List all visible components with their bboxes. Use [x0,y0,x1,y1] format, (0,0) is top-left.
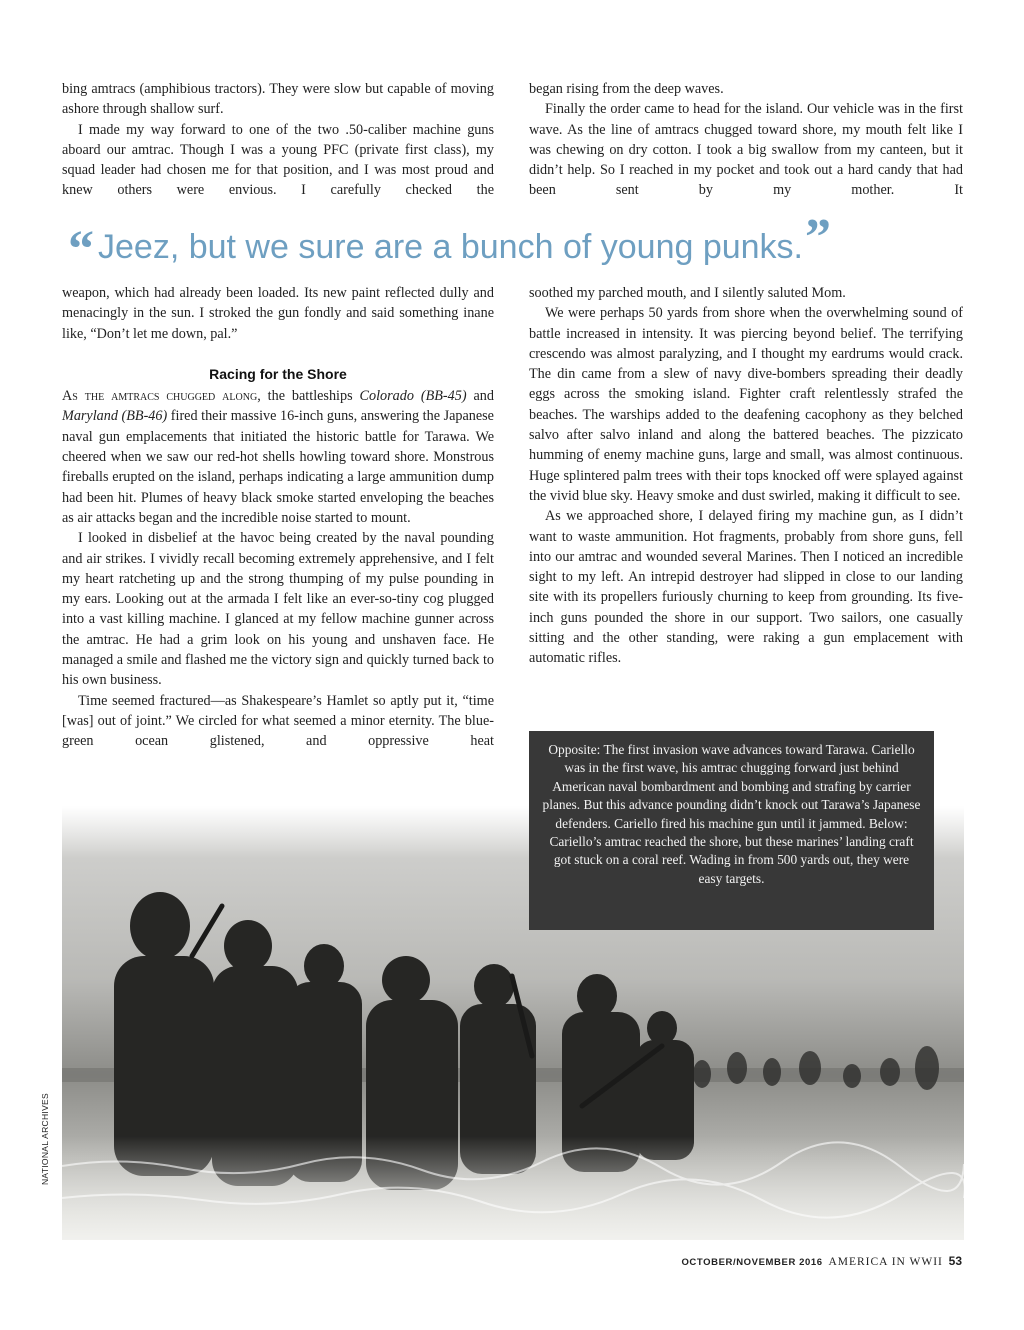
paragraph: began rising from the deep waves. [529,81,724,97]
column-2-bottom [529,283,963,669]
paragraph: As we approached shore, I delayed firing my machine gun, as I didn’t want to waste ammunition. Hot fragments, probably from shore guns, fell into our amtrac and wounded several Marines. Then I noticed an incredible sight to my left. An intrepid destroyer had slipped in close to our landing site with its propellers furiously churning to keep from grounding. Its five-inch guns pounded the shore in our support. Two sailors, one casually sitting and the other standing, were raking a gun emplacement with automatic rifles. [529,508,963,667]
pull-quote-text: Jeez, but we sure are a bunch of young punks. [98,228,804,266]
ship-name: Colorado (BB-45) [359,388,467,405]
paragraph: weapon, which had already been loaded. Its new paint reflected dully and menacingly in the sun. I stroked the gun fondly and said something inane like, “Don’t let me down, pal.” [62,285,494,342]
pull-quote [68,209,958,278]
photo-credit-text: NATIONAL ARCHIVES [40,1093,50,1186]
column-1-bottom [62,283,494,752]
photo-credit [38,1040,50,1240]
paragraph [62,386,494,528]
column-2-top [529,79,963,201]
page-number: 53 [948,1254,962,1268]
close-quote-mark: ” [805,209,832,266]
text-run: fired their massive 16-inch guns, answering the Japanese naval gun emplacements that initiated the historic battle for Tarawa. We cheered when we saw our red-hot shells howling toward shore. Monstrous fireballs erupted on the island, perhaps indicating a large ammunition dump had been hit. Plumes of heavy black smoke started enveloping the beaches as air attacks began and the incredible noise started to mount. [62,408,494,526]
lead-in: As the amtracs chugged along [62,388,258,405]
issue-date: OCTOBER/NOVEMBER 2016 [681,1257,823,1268]
page-footer [681,1254,962,1268]
paragraph: bing amtracs (amphibious tractors). They were slow but capable of moving ashore through shallow surf. [62,81,494,118]
paragraph: We were perhaps 50 yards from shore when the overwhelming sound of battle increased in intensity. It was piercing beyond belief. The terrifying crescendo was almost paralyzing, and I thought my eardrums would crack. The din came from a slew of navy dive-bombers spreading their deadly eggs across the smoking island. Fighter craft relentlessly strafed the beaches. The warships added to the deafening cacophony as they belched salvo after salvo inland and along the battered beaches. The pizzicato humming of enemy machine guns, large and small, was almost continuous. Huge splintered palm trees with their tops knocked off were splayed against the vivid blue sky. Heavy smoke and dust swirled, making it difficult to see. [529,305,963,504]
paragraph: I looked in disbelief at the havoc being created by the naval pounding and air strikes. I vividly recall becoming extremely apprehensive, and I felt my heart ratcheting up and the strong thumping of my pulse pounding in my ears. Looking out at the armada I felt like an ever-so-tiny cog plugged into a vast killing machine. I glanced at my fellow machine gunner across the amtrac. He had a grim look on his young and unshaven face. He managed a smile and flashed me the victory sign and quickly turned back to his own business. [62,530,494,689]
text-run: , the battleships [257,388,360,405]
magazine-name: AMERICA IN WWII [828,1256,943,1268]
paragraph: soothed my parched mouth, and I silently saluted Mom. [529,285,846,301]
photo-caption: Opposite: The first invasion wave advances toward Tarawa. Cariello was in the first wave, his amtrac chugging forward just behind American naval bombardment and bombing and strafing by carrier planes. But this advance pounding didn’t knock out Tarawa’s Japanese defenders. Cariello fired his machine gun until it jammed. Below: Cariello’s amtrac reached the shore, but these marines’ landing craft got stuck on a coral reef. Wading in from 500 yards out, they were easy targets. [529,731,934,930]
section-subhead: Racing for the Shore [209,365,347,382]
ship-name: Maryland (BB-46) [62,408,168,425]
column-1-top [62,79,494,201]
paragraph: I made my way forward to one of the two .50-caliber machine guns aboard our amtrac. Though I was a young PFC (private first class), my squad leader had chosen me for that position, and I was most proud and knew others were envious. I carefully checked the [62,121,494,199]
paragraph: Finally the order came to head for the island. Our vehicle was in the first wave. As the line of amtracs chugged toward shore, my mouth felt like I was chewing on dry cotton. I took a big swallow from my canteen, but it didn’t help. So I reached in my pocket and took out a hard candy that had been sent by my mother. It [529,101,963,199]
paragraph: Time seemed fractured—as Shakespeare’s Hamlet so aptly put it, “time [was] out of joint.” We circled for what seemed a minor eternity. The blue-green ocean glistened, and oppressive heat [62,692,494,750]
text-run: and [466,388,494,405]
open-quote-mark: “ [68,221,94,278]
